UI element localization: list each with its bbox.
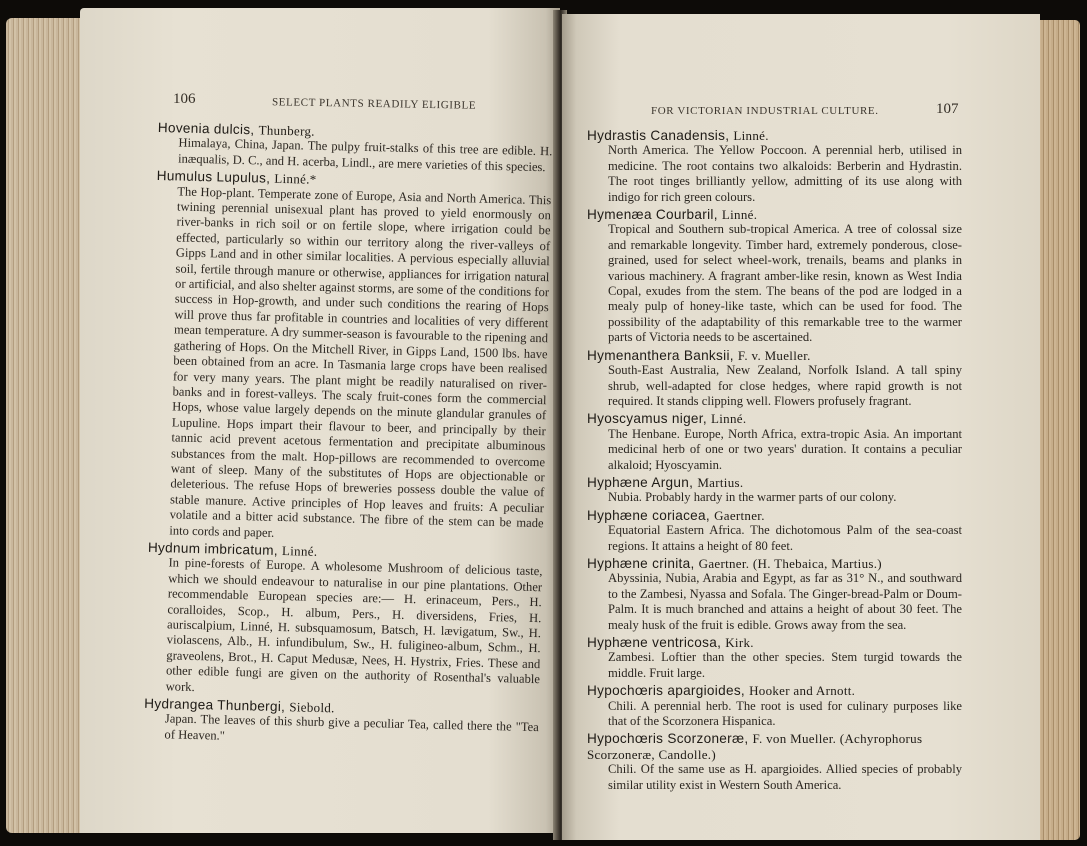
entry-text: Chili. A perennial herb. The root is used for culinary purposes like that of the Scorzonera Hispanica. bbox=[608, 698, 962, 729]
entries-list bbox=[143, 120, 553, 753]
entry-author: F. von Mueller. (Achyrophorus Scorzoneræ, Candolle.) bbox=[587, 731, 923, 762]
entry-name: Hypochœris Scorzoneræ, bbox=[587, 731, 749, 747]
entry bbox=[587, 556, 962, 633]
entry bbox=[587, 683, 962, 729]
entry-text: Japan. The leaves of this shurb give a peculiar Tea, called there the "Tea of Heaven." bbox=[164, 711, 539, 743]
entry-author: Linné.* bbox=[274, 170, 317, 187]
entry-name: Hyphæne crinita, bbox=[587, 555, 695, 571]
page-number: 106 bbox=[173, 91, 196, 107]
entry-author: Linné. bbox=[733, 128, 769, 143]
entry-name: Hyphæne ventricosa, bbox=[587, 635, 722, 650]
entry-author: F. v. Mueller. bbox=[737, 347, 811, 363]
entry bbox=[587, 207, 962, 346]
entry bbox=[587, 731, 962, 793]
entry-name: Hydrangea Thunbergi, bbox=[144, 695, 286, 715]
right-page bbox=[562, 14, 1040, 840]
entry-text: Chili. Of the same use as H. apargioides. Allied species of probably similar utility exist in Western South America. bbox=[608, 762, 962, 792]
entry-text: The Henbane. Europe, North Africa, extra-tropic Asia. An important medicinal herb of one or two years' duration. It contains a peculiar alkaloid; Hyoscyamin. bbox=[608, 426, 962, 472]
entry-name: Hymenanthera Banksii, bbox=[587, 347, 734, 363]
right-page-edges bbox=[1036, 20, 1080, 840]
entry-name: Hovenia dulcis, bbox=[157, 120, 255, 138]
entry bbox=[587, 128, 962, 205]
entry bbox=[587, 635, 962, 681]
entry-text: Nubia. Probably hardy in the warmer parts of our colony. bbox=[608, 490, 897, 505]
entry bbox=[587, 411, 962, 473]
entry-author: Gaertner. bbox=[714, 507, 765, 523]
entry bbox=[587, 475, 962, 506]
entry-text: Himalaya, China, Japan. The pulpy fruit-stalks of this tree are edible. H. inæqualis, D. C., and H. acerba, Lindl., are mere varieties of this species. bbox=[177, 135, 553, 174]
entry-text: The Hop-plant. Temperate zone of Europe, Asia and North America. This twining perennial unisexual plant has proved to yield enormously on river-banks in rich soil or on fertile slope, where irrigation could be effected, particularly so within our territory along the river-valleys of Gipps Land and in other similar localities. A pervious especially alluvial soil, fertile through manure or otherwise, appliances for irrigation natural or artificial, and also shelter against storms, are some of the conditions for success in Hop-growth, and under such conditions the rearing of Hops will prove thus far profitable in countries and localities of very different mean temperature. A dry summer-season is favourable to the ripening and gathering of Hops. On the Mitchell River, in Gipps Land, 1500 lbs. have been obtained from an acre. In Tasmania large crops have been realised for very many years. The plant might be readily naturalised on river-banks and in forest-valleys. The scaly fruit-cones form the commercial Hops, whose value largely depends on the minute glandular granules of Lupuline. Hops impart their flavour to beer, and principally by their tannic acid prevent acetous fermentation and precipitate albuminous substances from the malt. Hop-pillows are recommended to overcome want of sleep. Many of the substitutes of Hops are objectionable or deleterious. The refuse Hops of breweries possess double the value of stable manure. Active principles of Hop leaves and fruits: A peculiar volatile and a bitter acid substance. The fibre of the stem can be made into cords and paper. bbox=[169, 184, 552, 540]
entry-text: North America. The Yellow Poccoon. A perennial herb, utilised in medicine. The root contains two alkaloids: Berberin and Hydrastin. The root tinges brilliantly yellow, admitting of its use along with indigo for rich green colours. bbox=[608, 143, 962, 204]
running-header: FOR VICTORIAN INDUSTRIAL CULTURE. bbox=[651, 105, 879, 117]
entry-name: Hydnum imbricatum, bbox=[147, 539, 279, 558]
entry-author: Linné. bbox=[711, 411, 747, 427]
entry-author: Hooker and Arnott. bbox=[749, 683, 856, 699]
page-number: 107 bbox=[936, 101, 959, 117]
entry-text: Zambesi. Loftier than the other species. Stem turgid towards the middle. Fruit large. bbox=[608, 650, 962, 680]
entry-text: Abyssinia, Nubia, Arabia and Egypt, as far as 31° N., and southward to the Zambesi, Nyassa and Sofala. The Ginger-bread-Palm or Doum-Palm. It is much branched and attains a height of about 30 feet. The mealy husk of the fruit is edible. Grows away from the sea. bbox=[608, 571, 962, 632]
entry-author: Martius. bbox=[697, 474, 744, 490]
entry-text: Equatorial Eastern Africa. The dichotomous Palm of the sea-coast regions. It attains a height of 80 feet. bbox=[608, 523, 962, 553]
entry bbox=[144, 540, 543, 703]
entry-author: Siebold. bbox=[289, 699, 335, 716]
entry-name: Humulus Lupulus, bbox=[156, 168, 271, 186]
entry-name: Hyphæne coriacea, bbox=[587, 507, 710, 523]
entry-name: Hyphæne Argun, bbox=[587, 474, 694, 490]
entry-author: Linné. bbox=[721, 207, 758, 223]
entry bbox=[148, 168, 552, 547]
entry-text: Tropical and Southern sub-tropical America. A tree of colossal size and remarkable longevity. Timber hard, extremely ponderous, close-grained, used for select wheel-work, trenails, beams and planks in various machinery. A fragrant amber-like resin, known as West India Copal, exudes from the stem. The beans of the pod are lodged in a mealy pulp of honey-like taste, which can be used for food. The possibility of the adaptability of this remarkable tree to the warmer parts of Victoria needs to be ascertained. bbox=[608, 222, 962, 345]
entry-name: Hyoscyamus niger, bbox=[587, 411, 707, 427]
left-page-edges bbox=[6, 18, 86, 833]
left-page bbox=[80, 8, 560, 833]
entry-name: Hydrastis Canadensis, bbox=[587, 128, 730, 143]
entries-list bbox=[587, 128, 962, 795]
entry-author: Gaertner. (H. Thebaica, Martius.) bbox=[698, 555, 882, 571]
entry-author: Linné. bbox=[281, 543, 318, 559]
entry-text: In pine-forests of Europe. A wholesome Mushroom of delicious taste, which we should endeavour to naturalise in our pine plantations. Other recommendable European species are:— H. erinaceum, Pers., H. coralloides, Scop., H. album, Pers., H. diversidens, Fries, H. auriscalpium, Linné, H. subsquamosum, Batsch, H. lævigatum, Sw., H. violascens, Alb., H. infundibulum, Sw., H. fuligineo-album, Schm., H. graveolens, Brot., H. Caput Medusæ, Nees, H. Hystrix, Fries. These and other edible fungi are given on the authority of Rosenthal's valuable work. bbox=[165, 555, 543, 694]
entry bbox=[587, 348, 962, 410]
entry-text: South-East Australia, New Zealand, Norfolk Island. A tall spiny shrub, well-adapted for close hedges, where rapid growth is not required. It stands clipping well. Flowers profusely fragrant. bbox=[608, 363, 962, 408]
entry-name: Hypochœris apargioides, bbox=[587, 683, 746, 699]
entry bbox=[143, 696, 539, 752]
entry-name: Hymenæa Courbaril, bbox=[587, 207, 718, 223]
entry bbox=[157, 120, 553, 176]
entry-author: Thunberg. bbox=[258, 122, 315, 139]
entry-author: Kirk. bbox=[725, 635, 754, 650]
running-header: SELECT PLANTS READILY ELIGIBLE bbox=[271, 96, 477, 112]
entry bbox=[587, 508, 962, 554]
